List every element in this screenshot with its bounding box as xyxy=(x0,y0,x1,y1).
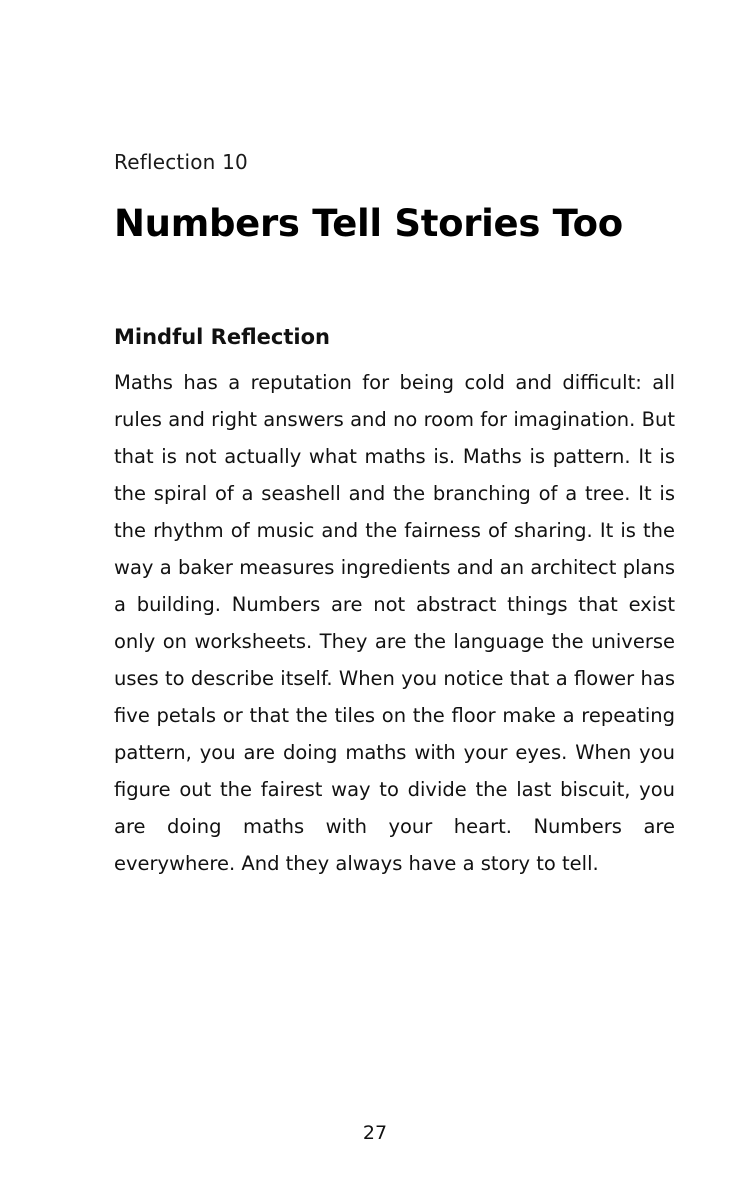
page-number: 27 xyxy=(362,1122,388,1144)
section-heading: Mindful Reflection xyxy=(114,325,330,349)
page-title: Numbers Tell Stories Too xyxy=(114,202,623,245)
body-paragraph: Maths has a reputation for being cold and difficult: all rules and right answers and no room for imagination. But that is not actually what maths is. Maths is pattern. It is the spiral of a seashell and the branching of a tree. It is the rhythm of music and the fairness of sharing. It is the way a baker measures ingredients and an architect plans a building. Numbers are not abstract things that exist only on worksheets. They are the language the universe uses to describe itself. When you notice that a flower has five petals or that the tiles on the floor make a repeating pattern, you are doing maths with your eyes. When you figure out the fairest way to divide the last biscuit, you are doing maths with your heart. Numbers are everywhere. And they always have a story to tell. xyxy=(114,371,675,875)
reflection-label: Reflection 10 xyxy=(114,150,248,174)
